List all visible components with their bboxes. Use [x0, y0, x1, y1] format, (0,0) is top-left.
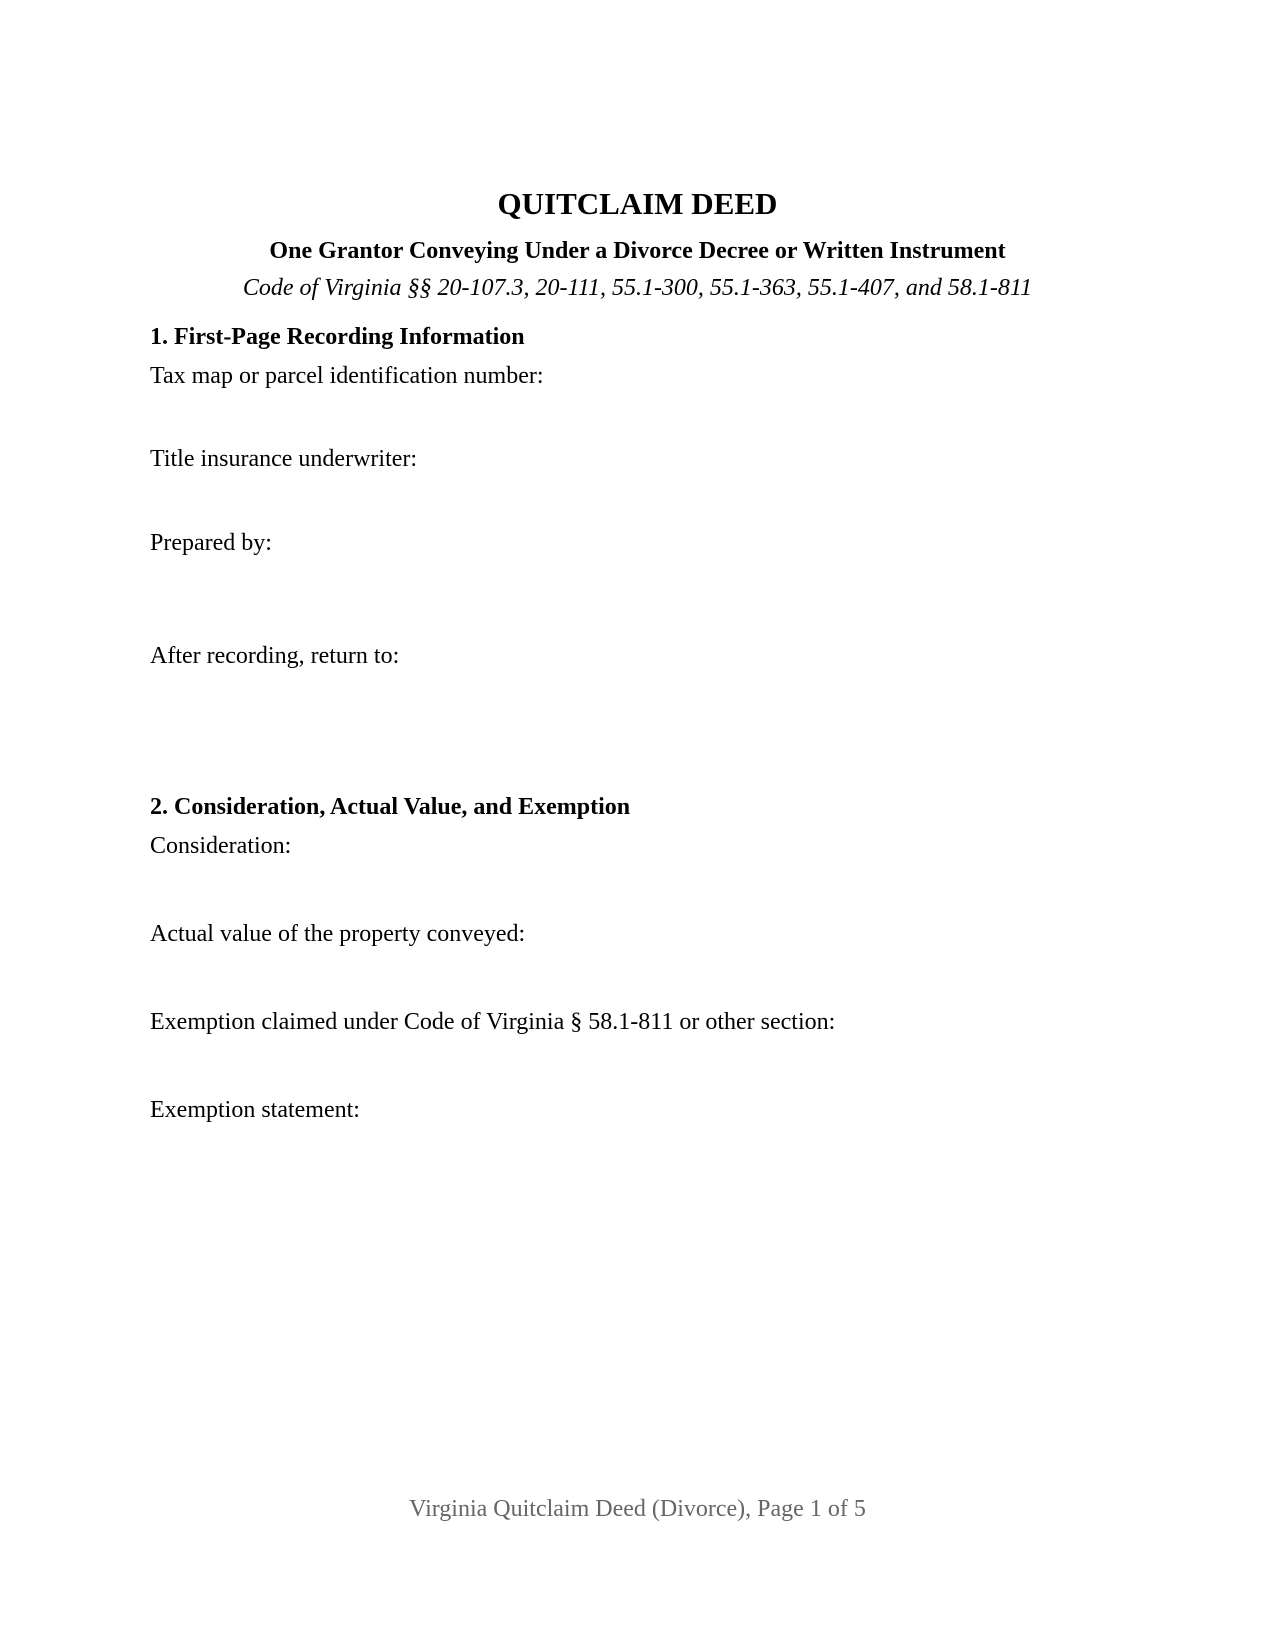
consideration-label: Consideration: [150, 833, 292, 859]
statute-citation: Code of Virginia §§ 20-107.3, 20-111, 55.1-300, 55.1-363, 55.1-407, and 58.1-811 [242, 275, 1033, 301]
title-insurance-label: Title insurance underwriter: [150, 446, 418, 472]
exemption-claimed-label: Exemption claimed under Code of Virginia § 58.1-811 or other section: [150, 1009, 836, 1035]
prepared-by-label: Prepared by: [150, 530, 272, 556]
document-subtitle: One Grantor Conveying Under a Divorce Decree or Written Instrument [269, 238, 1006, 264]
page-footer: Virginia Quitclaim Deed (Divorce), Page 1 of 5 [409, 1496, 866, 1522]
tax-map-label: Tax map or parcel identification number: [150, 363, 544, 389]
document-title: QUITCLAIM DEED [497, 186, 778, 221]
return-to-label: After recording, return to: [150, 643, 400, 669]
section-2-heading: 2. Consideration, Actual Value, and Exemption [150, 794, 631, 820]
actual-value-label: Actual value of the property conveyed: [150, 921, 526, 947]
exemption-statement-label: Exemption statement: [150, 1097, 360, 1123]
section-1-heading: 1. First-Page Recording Information [150, 324, 525, 350]
